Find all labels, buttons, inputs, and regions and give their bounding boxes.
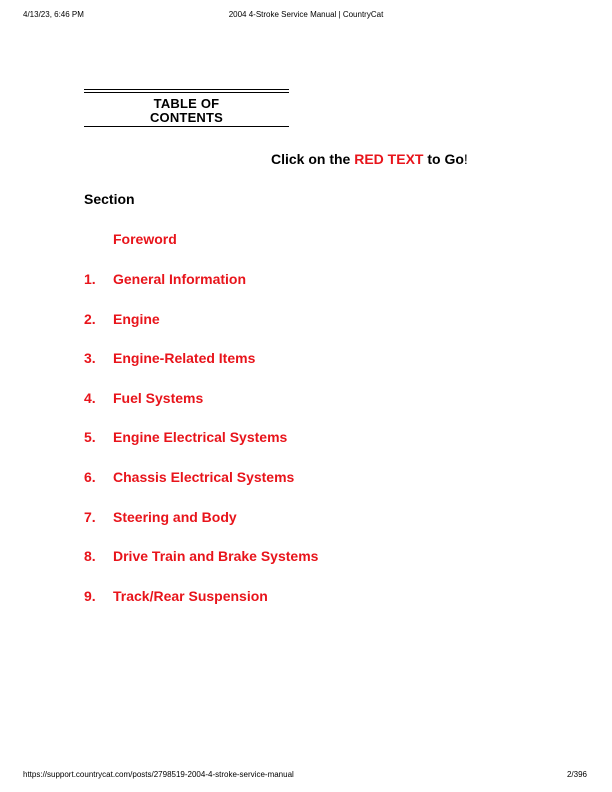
toc-entry-number: 6.: [84, 469, 96, 485]
print-footer-url: https://support.countrycat.com/posts/2798519-2004-4-stroke-service-manual: [23, 770, 294, 779]
title-rule-bottom: [84, 126, 289, 127]
toc-link-engine-related-items[interactable]: Engine-Related Items: [113, 350, 256, 366]
toc-entry-number: 7.: [84, 509, 96, 525]
toc-entry-number: 8.: [84, 548, 96, 564]
toc-entry-chassis-electrical-systems[interactable]: [84, 469, 294, 485]
toc-entry-number: 4.: [84, 390, 96, 406]
toc-entry-fuel-systems[interactable]: [84, 390, 203, 406]
toc-entry-number: 9.: [84, 588, 96, 604]
toc-link-engine[interactable]: Engine: [113, 311, 160, 327]
toc-entry-drive-train-and-brake-systems[interactable]: [84, 548, 318, 564]
toc-entry-engine[interactable]: [84, 311, 160, 327]
toc-entry-foreword[interactable]: [84, 231, 177, 247]
title-rule-top-second: [84, 92, 289, 93]
instruction-suffix: to Go: [423, 151, 464, 167]
toc-link-chassis-electrical-systems[interactable]: Chassis Electrical Systems: [113, 469, 295, 485]
toc-entry-track-rear-suspension[interactable]: [84, 588, 268, 604]
toc-entry-steering-and-body[interactable]: [84, 509, 237, 525]
table-of-contents-title-block: [84, 89, 289, 127]
toc-entry-number: 5.: [84, 429, 96, 445]
instruction-end: !: [463, 151, 468, 167]
print-footer-page-number: 2/396: [566, 770, 587, 779]
page-title-line-2: CONTENTS: [149, 109, 224, 125]
print-header-datetime: 4/13/23, 6:46 PM: [23, 10, 84, 19]
toc-entry-engine-related-items[interactable]: [84, 350, 255, 366]
toc-link-drive-train-and-brake-systems[interactable]: Drive Train and Brake Systems: [113, 548, 319, 564]
toc-entry-number: 1.: [84, 271, 96, 287]
click-instruction: [271, 151, 468, 167]
page-title: [84, 97, 289, 124]
section-heading: Section: [84, 191, 135, 207]
instruction-highlight: RED TEXT: [354, 151, 424, 167]
toc-link-foreword[interactable]: Foreword: [113, 231, 177, 247]
toc-entry-engine-electrical-systems[interactable]: [84, 429, 287, 445]
print-header-title: 2004 4-Stroke Service Manual | CountryCat: [228, 10, 384, 19]
toc-link-fuel-systems[interactable]: Fuel Systems: [113, 390, 204, 406]
toc-link-track-rear-suspension[interactable]: Track/Rear Suspension: [113, 588, 268, 604]
toc-link-steering-and-body[interactable]: Steering and Body: [113, 509, 237, 525]
toc-entry-number: 3.: [84, 350, 96, 366]
toc-entry-number: 2.: [84, 311, 96, 327]
instruction-prefix: Click on the: [271, 151, 355, 167]
toc-link-engine-electrical-systems[interactable]: Engine Electrical Systems: [113, 429, 288, 445]
toc-link-general-information[interactable]: General Information: [113, 271, 247, 287]
title-rule-top: [84, 89, 289, 90]
page-title-line-1: TABLE OF: [153, 96, 220, 111]
toc-entry-general-information[interactable]: [84, 271, 246, 287]
